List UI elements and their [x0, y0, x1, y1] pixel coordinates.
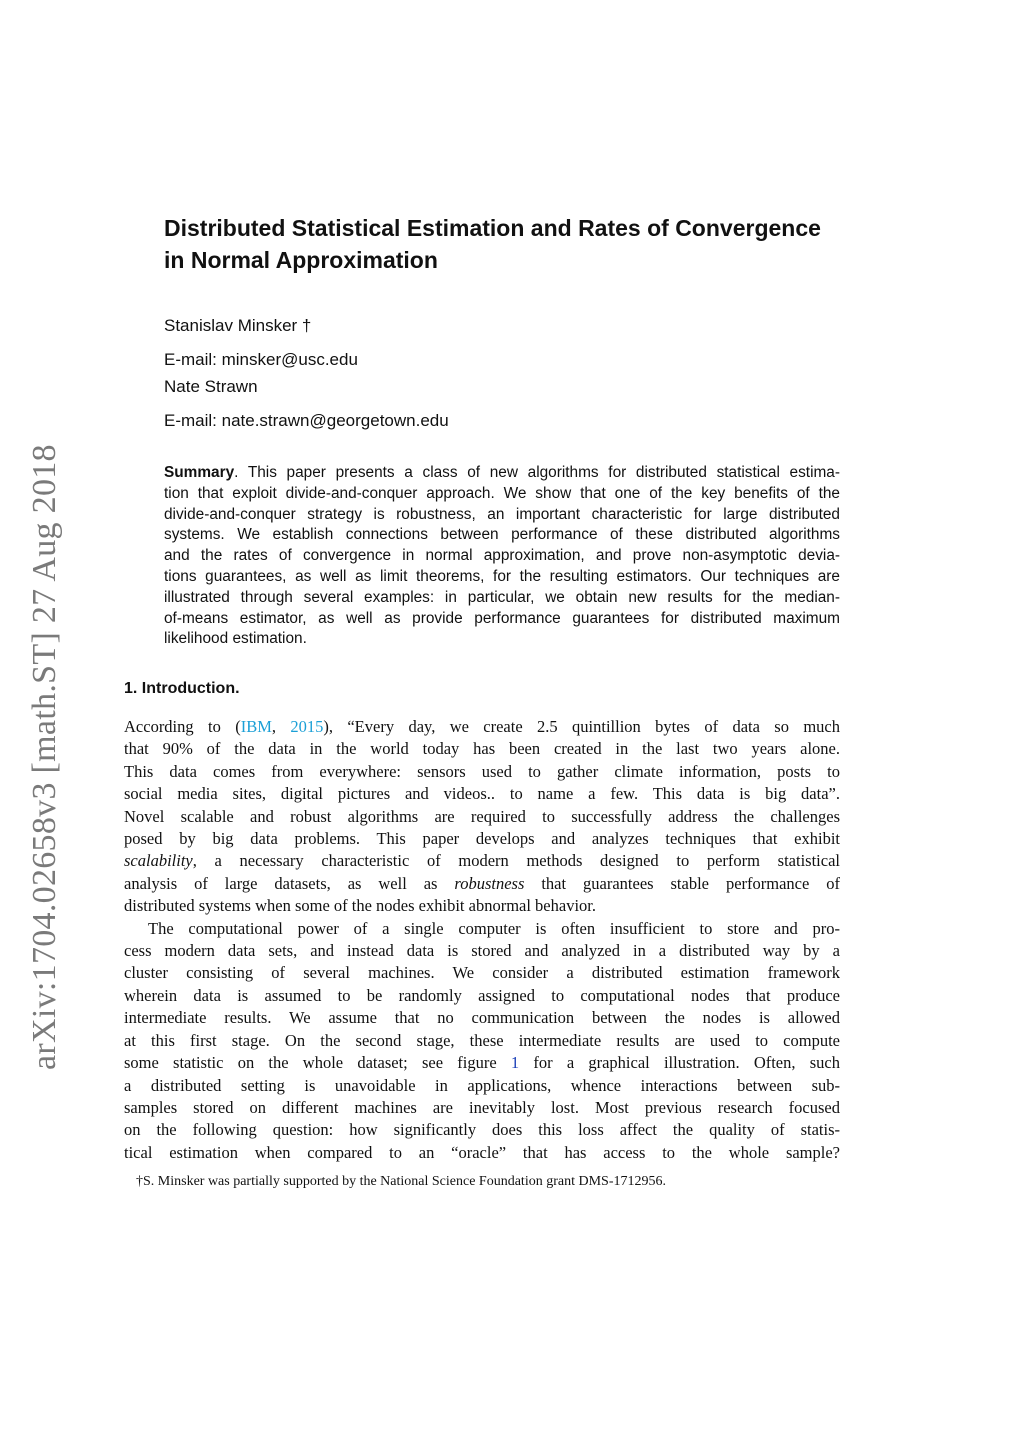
emphasis-robustness: robustness — [454, 873, 525, 893]
body-line: Novel scalable and robust algorithms are required to successfully address the challenges — [124, 806, 840, 826]
summary-line: tion that exploit divide-and-conquer approach. We show that one of the key benefits of the — [164, 484, 840, 502]
abstract-summary — [164, 463, 840, 650]
figure-1-reference-link[interactable]: 1 — [510, 1053, 520, 1073]
body-line: social media sites, digital pictures and videos.. to name a few. This data is big data”. — [124, 784, 840, 804]
body-line: cluster consisting of several machines. We consider a distributed estimation framework — [124, 963, 840, 983]
body-line: samples stored on different machines are inevitably lost. Most previous research focused — [124, 1097, 840, 1117]
body-line: The computational power of a single computer is often insufficient to store and pro- — [148, 918, 840, 938]
body-line: distributed systems when some of the nodes exhibit abnormal behavior. — [124, 896, 596, 916]
author-name-2: Nate Strawn — [164, 377, 258, 396]
title-line-2: in Normal Approximation — [164, 247, 438, 273]
body-line: some statistic on the whole dataset; see figure 1 for a graphical illustration. Often, such — [124, 1053, 840, 1073]
summary-line: of-means estimator, as well as provide performance guarantees for distributed maximum — [164, 609, 840, 627]
summary-line: Summary. This paper presents a class of new algorithms for distributed statistical estima- — [164, 464, 840, 481]
body-line: According to (IBM, 2015), “Every day, we create 2.5 quintillion bytes of data so much — [124, 717, 840, 736]
body-line: a distributed setting is unavoidable in applications, whence interactions between sub- — [124, 1075, 840, 1095]
emphasis-scalability: scalability — [124, 851, 193, 871]
summary-line: and the rates of convergence in normal approximation, and prove non-asymptotic devia- — [164, 547, 840, 565]
body-line: cess modern data sets, and instead data is stored and analyzed in a distributed way by a — [124, 941, 840, 961]
paper-title — [164, 212, 884, 276]
author-email-2: E-mail: nate.strawn@georgetown.edu — [164, 411, 449, 430]
section-heading-introduction: 1. Introduction. — [124, 680, 240, 697]
author-email-1: E-mail: minsker@usc.edu — [164, 350, 358, 369]
summary-line: tions guarantees, as well as limit theorems, for the resulting estimators. Our techniques are — [164, 567, 840, 585]
citation-year-link[interactable]: 2015 — [290, 717, 324, 736]
summary-line: systems. We establish connections between performance of these distributed algorithms — [164, 526, 840, 544]
summary-label: Summary — [164, 464, 235, 481]
body-line: analysis of large datasets, as well as robustness that guarantees stable performance of — [124, 873, 840, 893]
body-line: at this first stage. On the second stage, these intermediate results are used to compute — [124, 1030, 840, 1050]
summary-line: divide-and-conquer strategy is robustness, an important characteristic for large distributed — [164, 505, 840, 523]
introduction-body — [124, 716, 840, 1164]
body-line: intermediate results. We assume that no communication between the nodes is allowed — [124, 1008, 840, 1028]
arxiv-identifier-stamp: arXiv:1704.02658v3 [math.ST] 27 Aug 2018 — [26, 444, 63, 1070]
author-name-1: Stanislav Minsker † — [164, 316, 312, 335]
summary-line: illustrated through several examples: in particular, we obtain new results for the median- — [164, 588, 840, 606]
citation-ibm-link[interactable]: IBM — [240, 717, 272, 736]
body-line: that 90% of the data in the world today has been created in the last two years alone. — [124, 739, 840, 759]
title-line-1: Distributed Statistical Estimation and Rates of Convergence — [164, 215, 821, 241]
body-line: This data comes from everywhere: sensors used to gather climate information, posts to — [124, 761, 840, 781]
summary-line: likelihood estimation. — [164, 630, 307, 648]
footnote: †S. Minsker was partially supported by the National Science Foundation grant DMS-1712956. — [136, 1174, 666, 1189]
body-line: scalability, a necessary characteristic of modern methods designed to perform statistical — [124, 851, 840, 871]
body-line: tical estimation when compared to an “oracle” that has access to the whole sample? — [124, 1142, 840, 1162]
body-line: on the following question: how significantly does this loss affect the quality of statis- — [124, 1120, 840, 1140]
body-line: posed by big data problems. This paper develops and analyzes techniques that exhibit — [124, 829, 840, 849]
body-line: wherein data is assumed to be randomly assigned to computational nodes that produce — [124, 985, 840, 1005]
